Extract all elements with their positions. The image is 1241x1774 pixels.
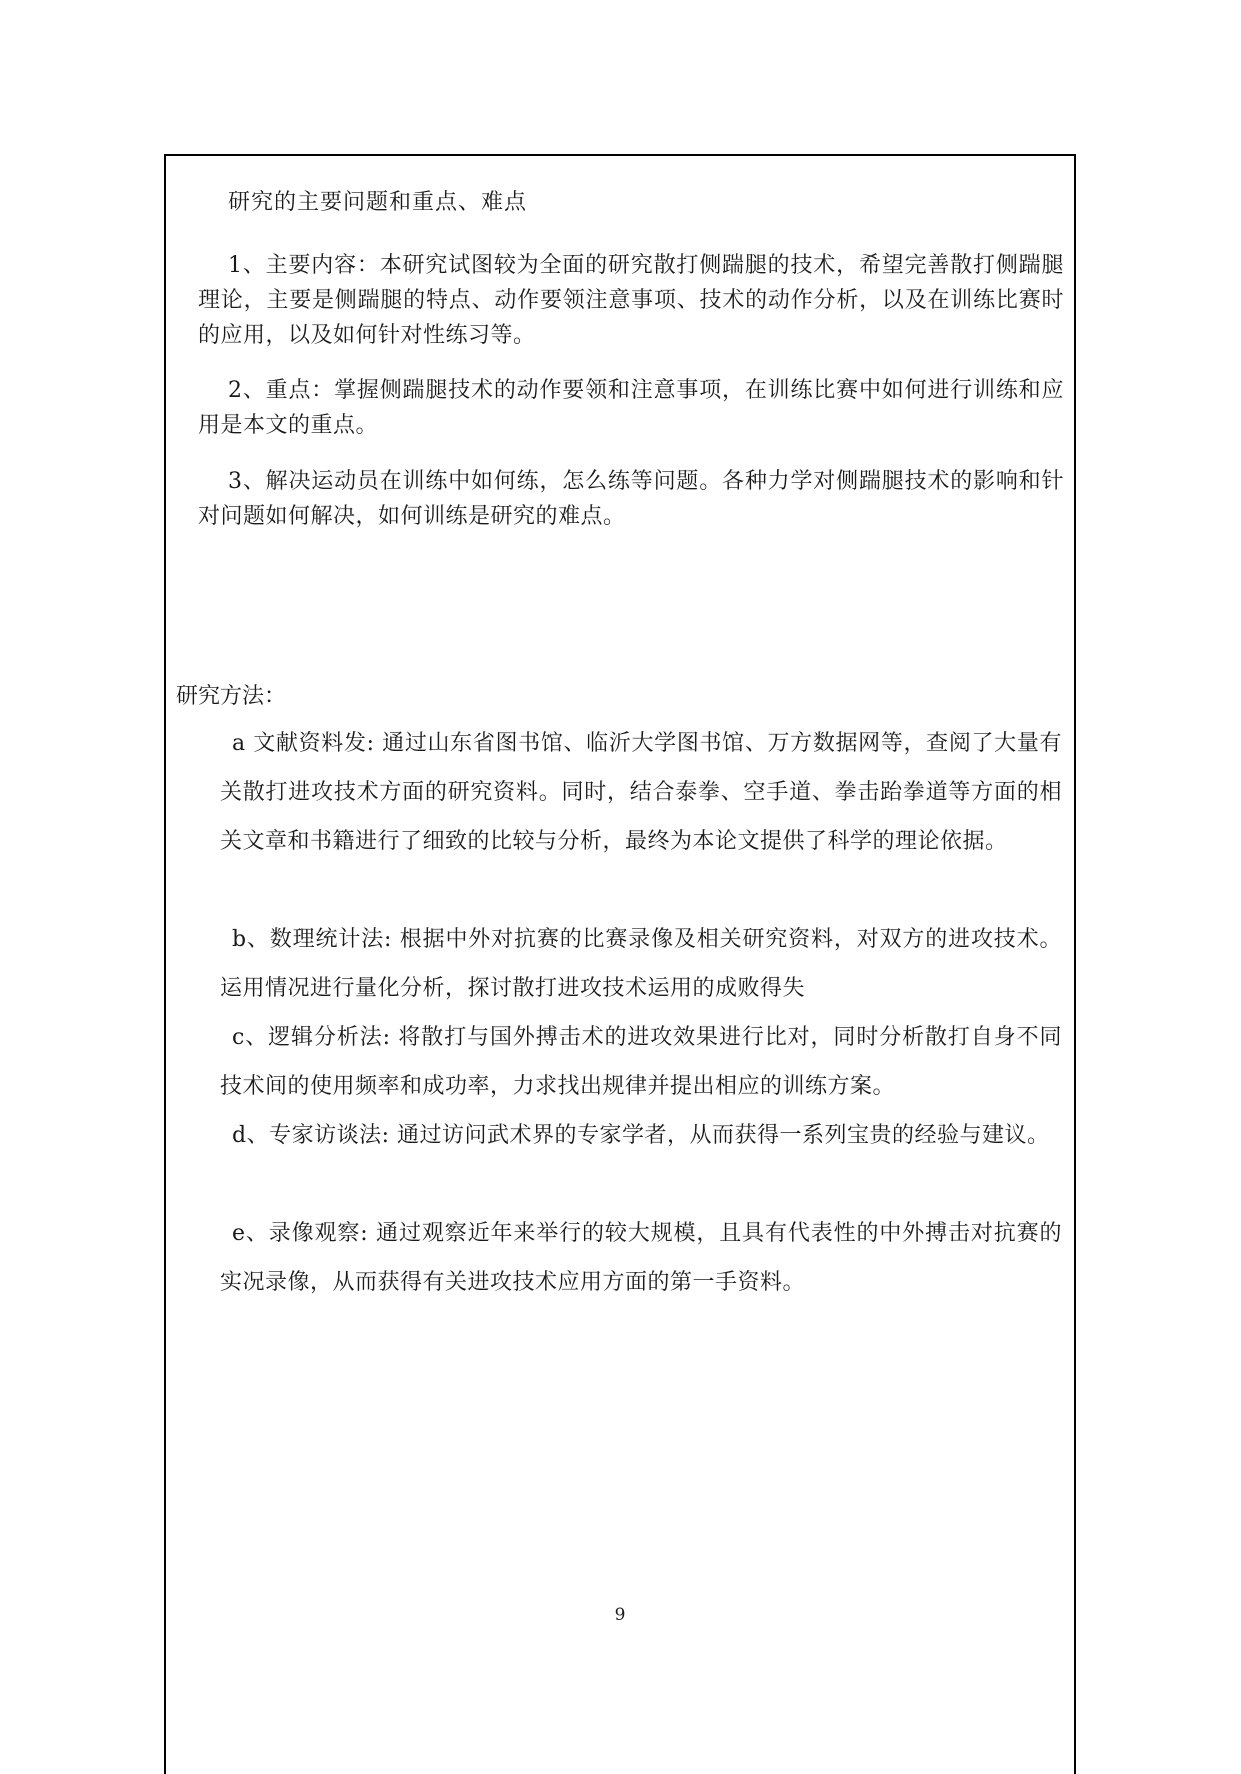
method-item-logic-analysis: c、逻辑分析法: 将散打与国外搏击术的进攻效果进行比对，同时分析散打自身不同技术间的使用频率和成功率，力求找出规律并提出相应的训练方案。 [220,1025,1062,1099]
method-item-literature: a 文献资料发: 通过山东省图书馆、临沂大学图书馆、万方数据网等，查阅了大量有关散打进攻技术方面的研究资料。同时，结合泰拳、空手道、拳击跆拳道等方面的相关文章和书籍进行了细致的比较与分析，最终为本论文提供了科学的理论依据。 [220,731,1062,854]
section-heading: 研究的主要问题和重点、难点 [228,190,528,215]
methods-title: 研究方法： [176,684,287,709]
method-item-video-observation: e、录像观察: 通过观察近年来举行的较大规模，且具有代表性的中外搏击对抗赛的实况录像，从而获得有关进攻技术应用方面的第一手资料。 [220,1221,1062,1295]
paragraph-difficulties: 3、解决运动员在训练中如何练，怎么练等问题。各种力学对侧踹腿技术的影响和针对问题如何解决，如何训练是研究的难点。 [198,469,1064,529]
method-item-expert-interview: d、专家访谈法: 通过访问武术界的专家学者，从而获得一系列宝贵的经验与建议。 [232,1123,1050,1148]
paragraph-main-content: 1、主要内容：本研究试图较为全面的研究散打侧踹腿的技术，希望完善散打侧踹腿理论，主要是侧踹腿的特点、动作要领注意事项、技术的动作分析，以及在训练比赛时的应用，以及如何针对性练习等。 [198,253,1064,348]
method-item-statistics: b、数理统计法: 根据中外对抗赛的比赛录像及相关研究资料，对双方的进攻技术。运用情况进行量化分析，探讨散打进攻技术运用的成败得失 [220,927,1062,1001]
paragraph-key-points: 2、重点：掌握侧踹腿技术的动作要领和注意事项，在训练比赛中如何进行训练和应用是本文的重点。 [198,378,1064,438]
page-number: 9 [614,1605,626,1625]
